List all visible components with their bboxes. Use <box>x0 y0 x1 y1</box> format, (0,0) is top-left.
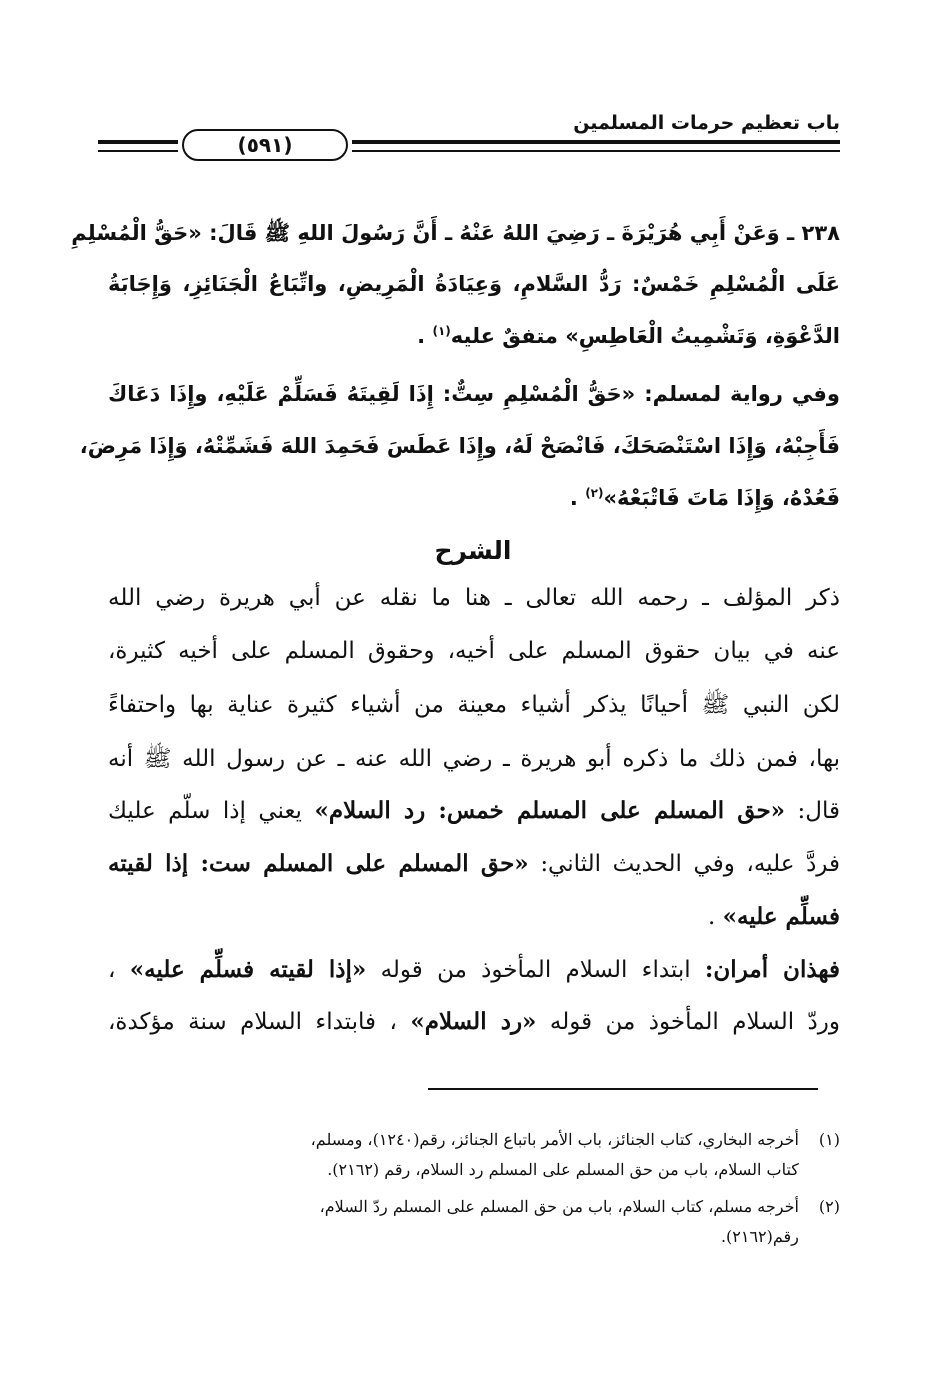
hadith-line-6-text: فَعُدْهُ، وَإِذَا مَاتَ فَاتْبَعْهُ» <box>603 486 840 510</box>
footnote-1-text-2: كتاب السلام، باب من حق المسلم على المسلم رد السلام، رقم (٢١٦٢). <box>327 1160 799 1179</box>
commentary-quote-1: «حق المسلم على المسلم خمس: رد السلام» <box>314 797 786 824</box>
commentary-quote-2-end: فسلِّم عليه» <box>722 903 840 930</box>
hadith-line-3 <box>108 324 840 348</box>
hadith-line-3-text: الدَّعْوَةِ، وَتَشْمِيتُ الْعَاطِسِ» متفقٌ عليه <box>450 324 840 348</box>
commentary-line-6 <box>108 850 840 877</box>
footnote-2-text-2: رقم(٢١٦٢). <box>720 1227 799 1246</box>
footnote-2-line-2 <box>108 1227 840 1246</box>
footnote-1-text-1: أخرجه البخاري، كتاب الجنائز، باب الأمر باتباع الجنائز، رقم(١٢٤٠)، ومسلم، <box>310 1130 799 1149</box>
commentary-line-3: لكن النبي ﷺ أحيانًا يذكر أشياء معينة من أشياء كثيرة عناية بها واحتفاءً <box>108 692 840 718</box>
page-number: (٥٩١) <box>182 129 348 161</box>
commentary-line-2: عنه في بيان حقوق المسلم على أخيه، وحقوق المسلم على أخيه كثيرة، <box>108 638 840 664</box>
commentary-quote-3: «إذا لقيته فسلِّم عليه» <box>129 956 367 983</box>
footnote-1-line-2 <box>108 1160 840 1179</box>
header-rule-right <box>352 140 840 152</box>
hadith-line-1: ٢٣٨ ـ وَعَنْ أَبِي هُرَيْرَةَ ـ رَضِيَ اللهُ عَنْهُ ـ أَنَّ رَسُولَ اللهِ ﷺ قَالَ: «حَقُّ الْمُسْلِمِ <box>71 221 840 245</box>
footnote-2-number: (٢) <box>818 1197 840 1216</box>
page-header <box>98 112 840 162</box>
commentary-line-1: ذكر المؤلف ـ رحمه الله تعالى ـ هنا ما نقله عن أبي هريرة رضي الله <box>108 585 840 611</box>
hadith-line-6-end: . <box>569 486 578 510</box>
commentary-line-5-c: يعني إذا سلّم عليك <box>108 798 302 824</box>
commentary-line-9-a: وردّ السلام المأخوذ من قوله <box>549 1009 841 1035</box>
commentary-two-matters: فهذان أمران: <box>704 956 841 983</box>
footnote-ref-2: (٢) <box>585 486 604 500</box>
commentary-line-6-a: فردَّ عليه، وفي الحديث الثاني: <box>540 851 840 877</box>
footnote-1-number: (١) <box>818 1130 840 1149</box>
section-heading: الشرح <box>434 536 512 565</box>
footnote-2-text-1: أخرجه مسلم، كتاب السلام، باب من حق المسلم على المسلم ردّ السلام، <box>319 1197 799 1216</box>
footnote-2-line-1 <box>108 1197 840 1216</box>
commentary-line-8 <box>108 956 840 983</box>
commentary-line-4: بها، فمن ذلك ما ذكره أبو هريرة ـ رضي الله عنه ـ عن رسول الله ﷺ أنه <box>108 746 840 772</box>
header-rule-left <box>98 140 178 152</box>
commentary-quote-2: «حق المسلم على المسلم ست: إذا لقيته <box>108 850 529 877</box>
hadith-line-6 <box>108 486 840 510</box>
hadith-line-3-end: . <box>417 324 426 348</box>
commentary-line-8-d: ، <box>108 957 116 983</box>
commentary-line-9 <box>108 1008 840 1035</box>
commentary-line-9-c: ، فابتداء السلام سنة مؤكدة، <box>108 1009 397 1035</box>
footnote-separator <box>428 1088 818 1090</box>
commentary-quote-4: «رد السلام» <box>410 1008 537 1035</box>
hadith-line-4: وفي رواية لمسلم: «حَقُّ الْمُسْلِمِ سِتٌّ: إِذَا لَقِيتَهُ فَسَلِّمْ عَلَيْهِ، وإِذَا دَعَاكَ <box>108 382 840 406</box>
commentary-line-8-b: ابتداء السلام المأخوذ من قوله <box>380 957 691 983</box>
hadith-line-5: فَأَجِبْهُ، وَإِذَا اسْتَنْصَحَكَ، فَانْصَحْ لَهُ، وإِذَا عَطَسَ فَحَمِدَ اللهَ فَشَمِّتْهُ، وَإِذَا مَرِضَ، <box>79 434 840 458</box>
footnote-ref-1: (١) <box>432 324 451 338</box>
commentary-line-7 <box>108 903 840 930</box>
footnote-1-line-1 <box>108 1130 840 1149</box>
hadith-line-2: عَلَى الْمُسْلِمِ خَمْسٌ: رَدُّ السَّلامِ، وَعِيَادَةُ الْمَرِيضِ، واتِّبَاعُ الْجَنَائِزِ، وَإِجَابَةُ <box>108 272 840 296</box>
commentary-line-5-a: قال: <box>797 798 841 824</box>
commentary-line-5 <box>108 797 840 824</box>
chapter-title: باب تعظيم حرمات المسلمين <box>573 112 840 134</box>
commentary-line-7-end: . <box>707 904 716 930</box>
